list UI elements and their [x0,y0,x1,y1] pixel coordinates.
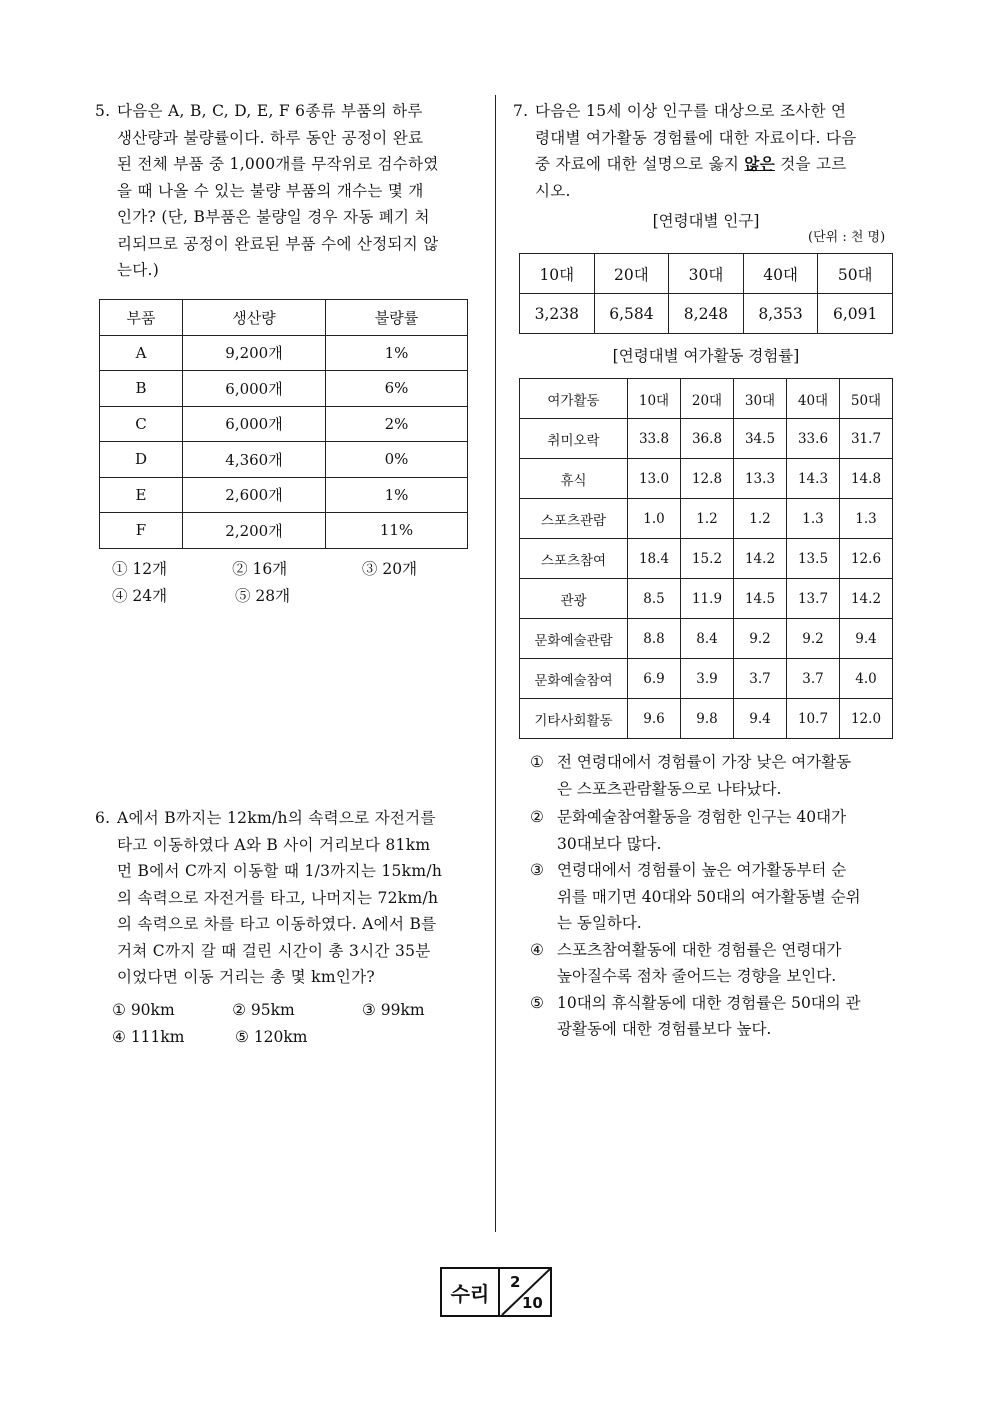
text-line: 거쳐 C까지 갈 때 걸린 시간이 총 3시간 35분 [117,941,431,960]
question-6 [95,805,475,991]
table-cell: B [100,371,183,407]
text-line: 다음은 15세 이상 인구를 대상으로 조사한 연 [535,102,847,120]
table-cell: 4,360개 [183,442,326,478]
option-1[interactable]: ① 12개 [112,560,168,578]
table-cell: 9.4 [734,699,787,739]
text-line [535,151,896,178]
answer-3[interactable] [530,857,897,937]
option-3[interactable]: ③ 99km [361,1001,425,1019]
table-cell: 6.9 [628,659,681,699]
table-cell: 12.6 [840,539,893,579]
question-text [95,98,475,284]
option-4[interactable]: ④ 111km [112,1028,185,1046]
table-cell: 12.8 [681,459,734,499]
answer-2[interactable] [530,804,897,857]
option-5[interactable]: ⑤ 120km [235,1028,308,1046]
question-number: 7. [513,102,529,120]
option-4[interactable]: ④ 24개 [112,587,168,605]
table-cell: 6,000개 [183,371,326,407]
text-line: 문화예술참여활동을 경험한 인구는 40대가 [557,808,847,826]
table-row [520,699,893,739]
table-cell: 33.8 [628,419,681,459]
header-cell: 불량률 [326,300,468,336]
question-number: 6. [95,809,111,827]
answer-mark: ② [530,808,544,826]
table-cell: 0% [326,442,468,478]
table-cell: 1.2 [681,499,734,539]
header-cell: 50대 [840,379,893,419]
table-cell: 8.8 [628,619,681,659]
question-text [95,805,475,991]
header-cell: 40대 [743,254,818,294]
text-line: 은 스포츠관람활동으로 나타났다. [557,779,782,798]
question-number: 5. [95,102,111,120]
table-row [520,499,893,539]
table-cell: 13.0 [628,459,681,499]
table-cell: 31.7 [840,419,893,459]
table-row [520,579,893,619]
table-header-row [520,379,893,419]
question-5 [95,98,475,284]
text-line: 생산량과 불량률이다. 하루 동안 공정이 완료 [117,128,424,147]
table-cell: 9.2 [734,619,787,659]
table-cell: 취미오락 [520,419,628,459]
table-row [100,442,468,478]
table-cell: 2,200개 [183,513,326,549]
text-line: 광활동에 대한 경험률보다 높다. [557,1020,772,1038]
header-cell: 생산량 [183,300,326,336]
text-line: 스포츠참여활동에 대한 경험률은 연령대가 [557,940,842,959]
answer-1[interactable] [530,749,897,802]
text-line: 된 전체 부품 중 1,000개를 무작위로 검수하였 [117,155,439,173]
table-row [520,419,893,459]
table-cell: 문화예술관람 [520,619,628,659]
table-cell: F [100,513,183,549]
table-cell: 11% [326,513,468,549]
table-cell: 12.0 [840,699,893,739]
header-cell: 10대 [628,379,681,419]
table-cell: 14.3 [787,459,840,499]
answer-mark: ③ [530,861,544,879]
table-row [100,406,468,442]
option-5[interactable]: ⑤ 28개 [235,587,291,605]
table-cell: 8.5 [628,579,681,619]
table-cell: 14.2 [734,539,787,579]
table-cell: 13.7 [787,579,840,619]
table-cell: 14.2 [840,579,893,619]
table-cell: 9.2 [787,619,840,659]
text-line: 전 연령대에서 경험률이 가장 낮은 여가활동 [557,753,852,771]
header-cell: 40대 [787,379,840,419]
answer-mark: ⑤ [530,993,544,1012]
page-footer [440,1267,552,1317]
table-cell: 8,353 [743,294,818,334]
table-cell: 14.5 [734,579,787,619]
table-cell: 3.7 [787,659,840,699]
table-cell: 문화예술참여 [520,659,628,699]
table-cell: 기타사회활동 [520,699,628,739]
text-line: 연령대에서 경험률이 높은 여가활동부터 순 [557,861,847,879]
table-cell: 관광 [520,579,628,619]
table-row [100,513,468,549]
table-cell: 6,000개 [183,406,326,442]
table-cell: 3.7 [734,659,787,699]
table-cell: A [100,335,183,371]
table-cell: 스포츠참여 [520,539,628,579]
header-cell: 부품 [100,300,183,336]
question-7 [513,98,896,204]
subject-label: 수리 [442,1269,500,1315]
question-text [513,98,896,204]
table-cell: 3,238 [520,294,595,334]
table-cell: 1% [326,335,468,371]
parts-table [99,299,468,549]
header-cell: 여가활동 [520,379,628,419]
question-5-options [112,556,482,610]
table-cell: 스포츠관람 [520,499,628,539]
table-cell: 10.7 [787,699,840,739]
answer-5[interactable] [530,990,897,1043]
table-cell: 13.5 [787,539,840,579]
header-cell: 20대 [681,379,734,419]
text-line: 타고 이동하였다 A와 B 사이 거리보다 81km [117,835,431,854]
table-row [520,659,893,699]
header-cell: 30대 [734,379,787,419]
table-cell: 13.3 [734,459,787,499]
text-line: A에서 B까지는 12km/h의 속력으로 자전거를 [117,809,436,827]
table-cell: 2,600개 [183,477,326,513]
table-cell: 1.3 [787,499,840,539]
table-cell: 6,091 [818,294,893,334]
table-cell: C [100,406,183,442]
table-row [100,371,468,407]
table-cell: 6,584 [594,294,669,334]
question-6-options [112,997,482,1051]
table-row [100,477,468,513]
table-cell: 6% [326,371,468,407]
table-header-row [100,300,468,336]
text-line: 령대별 여가활동 경험률에 대한 자료이다. 다음 [535,128,857,147]
population-table [519,253,893,334]
table-row [520,539,893,579]
question-7-answers [530,749,897,1043]
text-line: 이었다면 이동 거리는 총 몇 km인가? [117,968,375,986]
text-line: 을 때 나올 수 있는 불량 부품의 개수는 몇 개 [117,181,424,200]
table1-caption: [연령대별 인구] [652,212,760,230]
table-cell: 8.4 [681,619,734,659]
text-line: 는다.) [117,261,160,279]
column-divider [495,95,496,1232]
answer-4[interactable] [530,937,897,990]
table-cell: 18.4 [628,539,681,579]
table-cell: 9,200개 [183,335,326,371]
table-cell: 9.6 [628,699,681,739]
table-cell: 36.8 [681,419,734,459]
text-line: 인가? (단, B부품은 불량일 경우 자동 폐기 처 [117,208,430,226]
table-cell: 9.4 [840,619,893,659]
table-cell: 9.8 [681,699,734,739]
table-cell: 1.3 [840,499,893,539]
header-cell: 30대 [669,254,744,294]
table-cell: D [100,442,183,478]
text-line: 30대보다 많다. [557,834,662,853]
table-row [520,619,893,659]
table-cell: E [100,477,183,513]
table-cell: 1% [326,477,468,513]
text-line: 시오. [535,181,571,200]
text-line: 리되므로 공정이 완료된 부품 수에 산정되지 않 [117,234,439,253]
text-line: 10대의 휴식활동에 대한 경험률은 50대의 관 [557,993,861,1012]
table1-unit: (단위 : 천 명) [808,230,886,245]
page-number: 2 [510,1273,521,1291]
table-cell: 15.2 [681,539,734,579]
text-span: 것을 고르 [774,155,847,173]
table-header-row [520,254,893,294]
text-span: 중 자료에 대한 설명으로 옳지 [535,155,745,173]
option-2[interactable]: ② 95km [232,1001,295,1019]
option-2[interactable]: ② 16개 [232,560,288,578]
table-row [520,459,893,499]
table-cell: 8,248 [669,294,744,334]
table-cell: 34.5 [734,419,787,459]
table-cell: 휴식 [520,459,628,499]
text-line: 먼 B에서 C까지 이동할 때 1/3까지는 15km/h [117,862,443,880]
text-line: 의 속력으로 차를 타고 이동하였다. A에서 B를 [117,915,437,933]
table-row [520,294,893,334]
table-cell: 2% [326,406,468,442]
option-3[interactable]: ③ 20개 [361,560,418,578]
option-1[interactable]: ① 90km [112,1001,175,1019]
header-cell: 20대 [594,254,669,294]
table-cell: 14.8 [840,459,893,499]
emphasis-not: 않은 [744,154,775,173]
table-row [100,335,468,371]
header-cell: 50대 [818,254,893,294]
text-line: 는 동일하다. [557,914,642,932]
table-cell: 11.9 [681,579,734,619]
table-cell: 1.2 [734,499,787,539]
header-cell: 10대 [520,254,595,294]
answer-mark: ④ [530,940,544,959]
table-cell: 3.9 [681,659,734,699]
page-total: 10 [522,1294,543,1312]
text-line: 높아질수록 점차 줄어드는 경향을 보인다. [557,967,837,985]
table-cell: 1.0 [628,499,681,539]
text-line: 위를 매기면 40대와 50대의 여가활동별 순위 [557,887,861,906]
text-line: 다음은 A, B, C, D, E, F 6종류 부품의 하루 [117,102,423,120]
leisure-table [519,378,893,739]
table2-caption: [연령대별 여가활동 경험률] [612,347,800,365]
answer-mark: ① [530,753,544,771]
table-cell: 33.6 [787,419,840,459]
text-line: 의 속력으로 자전거를 타고, 나머지는 72km/h [117,888,439,907]
table-cell: 4.0 [840,659,893,699]
